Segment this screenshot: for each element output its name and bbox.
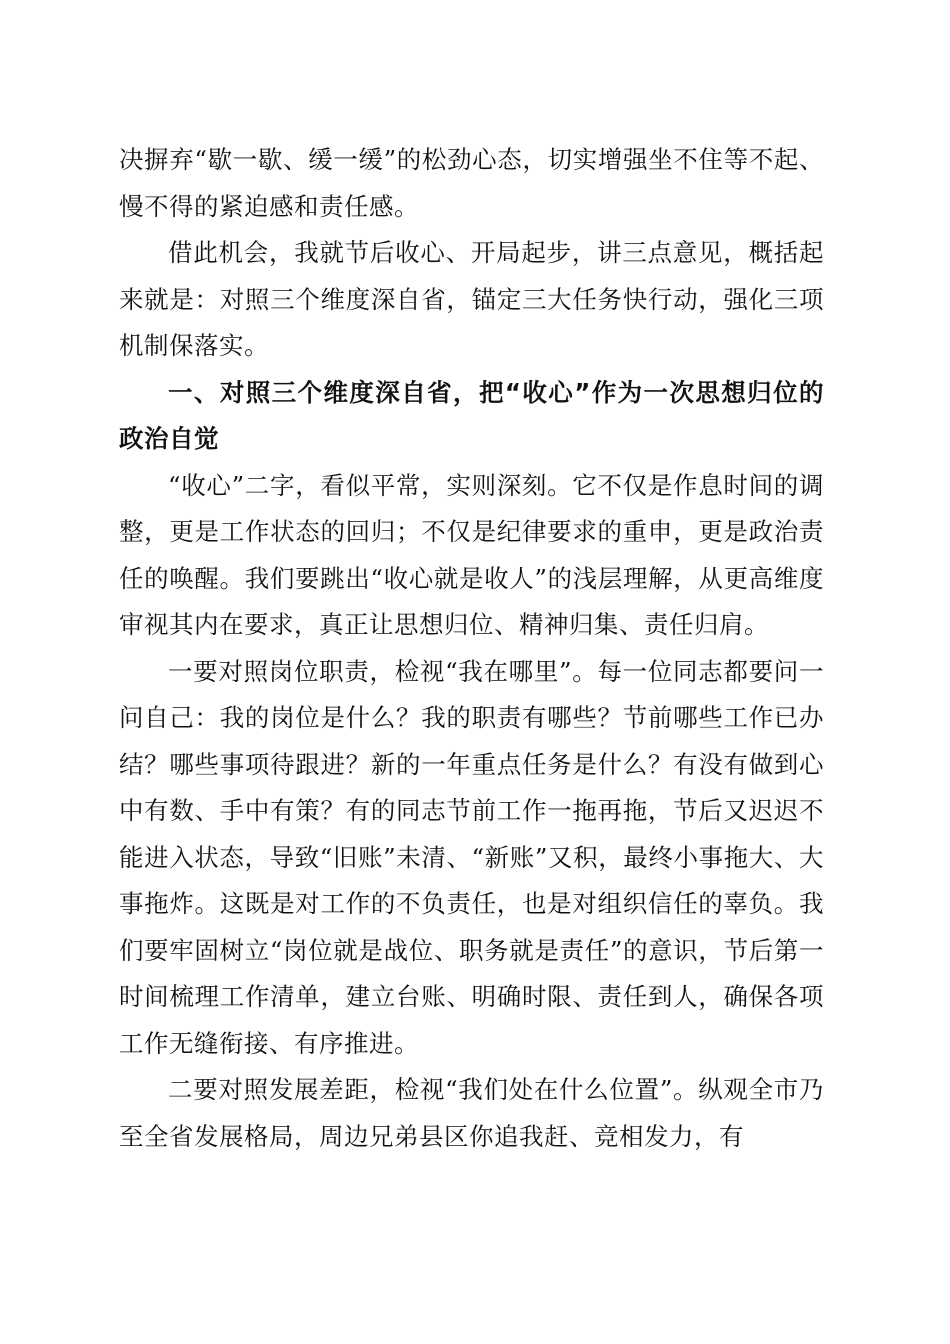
paragraph-shouxin-meaning: “收心”二字，看似平常，实则深刻。它不仅是作息时间的调整，更是工作状态的回归；不仅是纪律要求的重申，更是政治责任的唤醒。我们要跳出“收心就是收人”的浅层理解，从更高维度审视其内在要求，真正让思想归位、精神归集、责任归肩。: [119, 470, 824, 639]
paragraph-intro-opinions: 借此机会，我就节后收心、开局起步，讲三点意见，概括起来就是：对照三个维度深自省，锚定三大任务快行动，强化三项机制保落实。: [119, 238, 824, 360]
paragraph-continuation: 决摒弃“歇一歇、缓一缓”的松劲心态，切实增强坐不住等不起、慢不得的紧迫感和责任感。: [119, 145, 824, 221]
paragraph-point-one: 一要对照岗位职责，检视“我在哪里”。每一位同志都要问一问自己：我的岗位是什么？我的职责有哪些？节前哪些工作已办结？哪些事项待跟进？新的一年重点任务是什么？有没有做到心中有数、手中有策？有的同志节前工作一拖再拖，节后又迟迟不能进入状态，导致“旧账”未清、“新账”又积，最终小事拖大、大事拖炸。这既是对工作的不负责任，也是对组织信任的辜负。我们要牢固树立“岗位就是战位、职务就是责任”的意识，节后第一时间梳理工作清单，建立台账、明确时限、责任到人，确保各项工作无缝衔接、有序推进。: [119, 656, 824, 1058]
document-body: [119, 137, 824, 1160]
paragraph-point-two: 二要对照发展差距，检视“我们处在什么位置”。纵观全市乃至全省发展格局，周边兄弟县区你追我赶、竞相发力，有: [119, 1075, 824, 1151]
section-heading-one: 一、对照三个维度深自省，把“收心”作为一次思想归位的政治自觉: [119, 377, 824, 453]
